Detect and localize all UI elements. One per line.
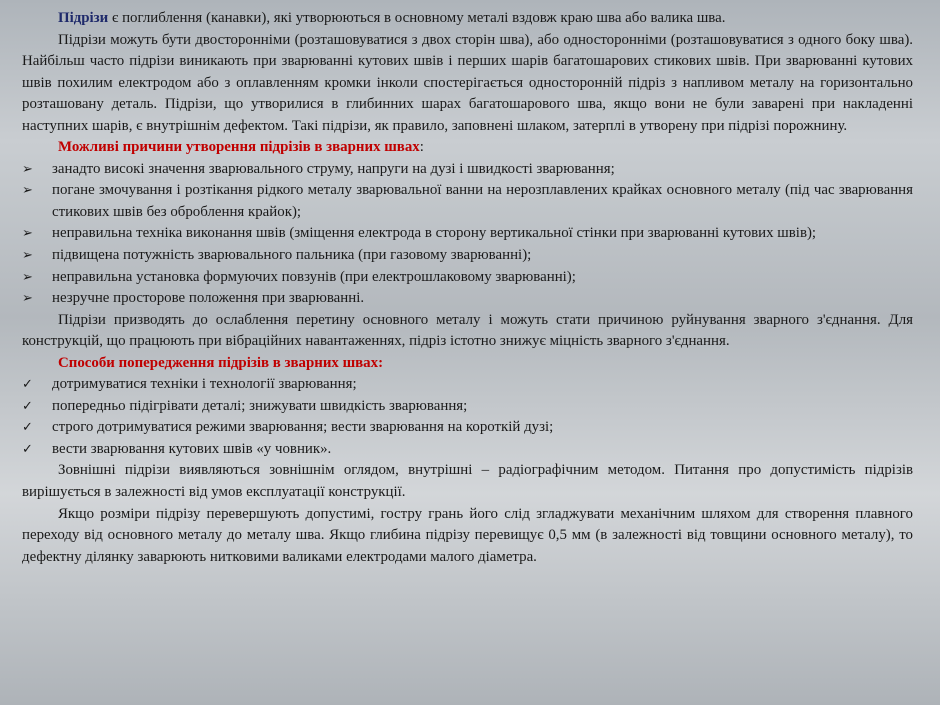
list-item: ➢ підвищена потужність зварювального пальника (при газовому зварюванні); (22, 245, 913, 267)
check-bullet-icon: ✓ (22, 420, 33, 436)
list-item: ➢ погане змочування і розтікання рідкого металу зварювальної ванни на нерозплавлених крайках основного металу (під час зварювання стикових швів без оброблення крайок); (22, 182, 913, 220)
repair-paragraph: Якщо розміри підрізу перевершують допустимі, гостру грань його слід згладжувати механічним шляхом для створення плавного переходу від основного металу до металу шва. Якщо глибина підрізу перевищує 0,5 мм (в залежності від товщини основного металу), то дефектну ділянку заварюють нитковими валиками електродами малого діаметра. (22, 505, 913, 565)
list-item: ✓ попередньо підігрівати деталі; знижувати швидкість зварювання; (22, 396, 913, 418)
prevention-list (22, 374, 913, 460)
arrow-bullet-icon: ➢ (22, 248, 33, 264)
list-item: ➢ незручне просторове положення при зварюванні. (22, 288, 913, 310)
definition-text: є поглиблення (канавки), які утворюються в основному металі вздовж краю шва або валика шва. (108, 10, 726, 26)
causes-heading-colon: : (419, 139, 424, 156)
list-item: ✓ вести зварювання кутових швів «у човник». (22, 439, 913, 461)
arrow-bullet-icon: ➢ (22, 161, 33, 177)
detection-paragraph: Зовнішні підрізи виявляються зовнішнім оглядом, внутрішні – радіографічним методом. Питання про допустимість підрізів вирішується в залежності від умов експлуатації конструкції. (22, 462, 913, 501)
prevention-heading (22, 353, 913, 375)
check-bullet-icon: ✓ (22, 398, 33, 414)
list-item: ➢ неправильна техніка виконання швів (зміщення електрода в сторону вертикальної стінки при зварюванні кутових швів); (22, 223, 913, 245)
arrow-bullet-icon: ➢ (22, 291, 33, 307)
arrow-bullet-icon: ➢ (22, 226, 33, 242)
arrow-bullet-icon: ➢ (22, 269, 33, 285)
list-item: ➢ занадто високі значення зварювального струму, напруги на дузі і швидкості зварювання; (22, 159, 913, 181)
list-item: ➢ неправильна установка формуючих повзунів (при електрошлаковому зварюванні); (22, 267, 913, 289)
check-bullet-icon: ✓ (22, 377, 33, 393)
term-undercuts: Підрізи (58, 10, 109, 26)
causes-heading (22, 137, 913, 159)
list-item: ✓ строго дотримуватися режими зварювання; вести зварювання на короткій дузі; (22, 417, 913, 439)
prevention-heading-text: Способи попередження підрізів в зварних швах: (58, 354, 384, 371)
definition-paragraph (22, 8, 913, 30)
arrow-bullet-icon: ➢ (22, 183, 33, 199)
slide-text-body (22, 8, 913, 568)
consequence-paragraph: Підрізи призводять до ослаблення перетину основного металу і можуть стати причиною руйнування зварного з'єднання. Для конструкцій, що працюють при вібраційних навантаженнях, підріз істотно знижує міцність зварного з'єднання. (22, 311, 913, 350)
causes-heading-text: Можливі причини утворення підрізів в зварних швах (58, 139, 420, 156)
check-bullet-icon: ✓ (22, 441, 33, 457)
description-paragraph: Підрізи можуть бути двосторонніми (розташовуватися з двох сторін шва), або односторонніми (розташовуватися з одного боку шва). Найбільш часто підрізи виникають при зварюванні кутових швів і перших шарів багатошарових стикових швів. При зварюванні кутових швів похилим електродом або з оплавленням кромки інколи спостерігається односторонній підріз з напливом металу на горизонтально розташовану деталь. Підрізи, що утворилися в глибинних шарах багатошарового шва, якщо вони не були заварені при накладенні наступних шарів, є внутрішнім дефектом. Такі підрізи, як правило, заповнені шлаком, затерплі в утворену при підрізі порожнину. (22, 31, 913, 134)
list-item: ✓ дотримуватися техніки і технології зварювання; (22, 374, 913, 396)
causes-list (22, 159, 913, 310)
